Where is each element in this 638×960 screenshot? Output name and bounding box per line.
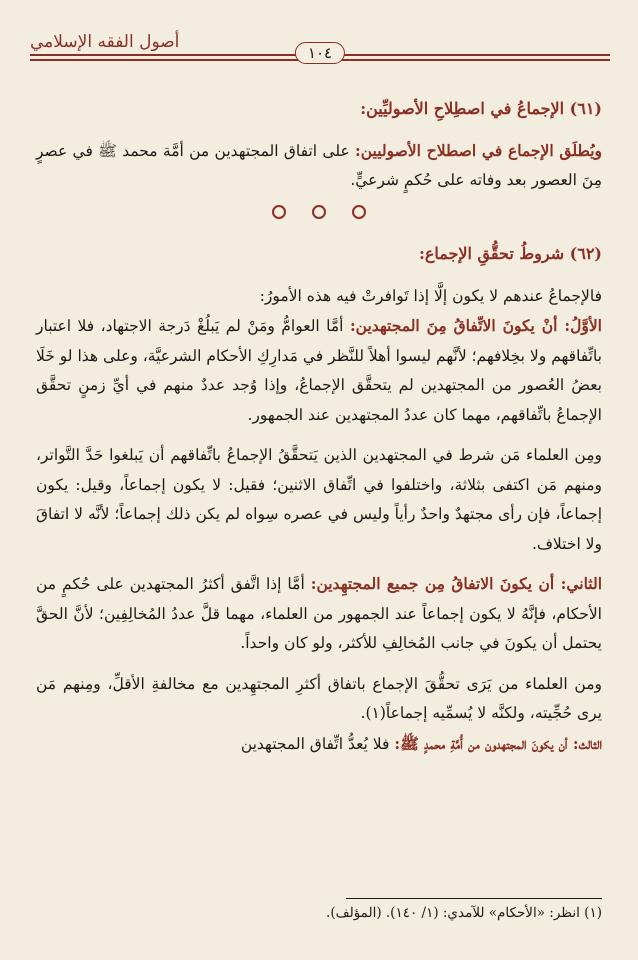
- paragraph: الأوَّلُ: أنْ يكونَ الاتِّفاقُ مِنَ المجتهدين: أمَّا العوامُّ ومَنْ لم يَبلُغْ دَرجة الاجتهاد، فلا اعتبار باتِّفاقهم ولا بخِلافهم؛ لأنَّهم ليسوا أهلاً للنَّظر في مَدارِكِ الأحكام الشرعيَّة، وعلى هذا لو خَلَا بعضُ العُصور من المجتهدين لم يتحقَّق الإجماعُ، وإذا وُجد عددٌ منهم في أيِّ زمنٍ تحقَّق الإجماعُ باتِّفاقهم، مهما كان عددُ المجتهدين عند الجمهور.: [36, 316, 602, 424]
- paragraph: ومن العلماء من يَرَى تحقُّقَ الإجماع باتفاق أكثرِ المجتهِدين مع مخالفةِ الأقلِّ، ومِنهم مَن يرى حُجِّيته، ولكنَّه لا يُسمِّيه إجماعاً(١).: [36, 674, 602, 722]
- section-heading: (٦١) الإجماعُ في اصطِلاحِ الأصوليِّين:: [360, 99, 602, 118]
- footnote: (١) انظر: «الأحكام» للآمدي: (١/ ١٤٠). (المؤلف).: [326, 905, 602, 921]
- footnote-rule: [346, 898, 602, 899]
- page-header: [30, 28, 610, 70]
- paragraph: الثالث: أن يكونَ المجتهدون من أُمَّةِ محمدٍ ﷺ: فلا يُعدُّ اتِّفاق المجتهدين: [240, 733, 602, 753]
- paragraph: الثاني: أن يكونَ الاتفاقُ مِن جميع المجتهِدين: أمَّا إذا اتَّفق أكثرُ المجتهدين على حُكمٍ من الأحكام، فإنَّهُ لا يكون إجماعاً عند الجمهور من العلماء، مهما قلَّ عددُ المُخالِفِين؛ لأنَّ الحقَّ يحتمل أن يكونَ في جانب المُخالِفِ للأكثر، ولو كان واحداً.: [36, 574, 603, 652]
- section-heading: (٦٢) شروطُ تحقُّقِ الإجماع:: [418, 244, 602, 263]
- paragraph: فالإجماعُ عندهم لا يكون إلَّا إذا تَوافرتْ فيه هذه الأمورُ:: [259, 286, 602, 305]
- section-divider-ornament: [36, 200, 602, 230]
- page-number: ١٠٤: [295, 42, 345, 64]
- paragraph: ويُطلَق الإجماع في اصطلاح الأصوليين: على اتفاق المجتهدين من أمَّة محمد ﷺ في عصرٍ مِنَ العصور بعد وفاته على حُكمٍ شرعيٍّ.: [36, 140, 603, 189]
- page-body: [36, 94, 602, 759]
- paragraph: ومِن العلماء مَن شرط في المجتهدين الذين يَتحقَّقُ الإجماعُ باتِّفاقهم أن يَبلغوا حَدَّ التَّواتر، ومنهم مَن اكتفى بثلاثة، واختلفوا في اتِّفاق الاثنين؛ فقيل: لا يكون إجماعاً، وقيل: يكون إجماعاً، فإن رأى مجتهدٌ واحدٌ رأياً وليس في عصره سِواه لم يكن ذلك إجماعاً؛ لأنَّه لا اتفاقَ ولا اختلاف.: [36, 446, 602, 553]
- running-title: أصول الفقه الإسلامي: [30, 32, 180, 52]
